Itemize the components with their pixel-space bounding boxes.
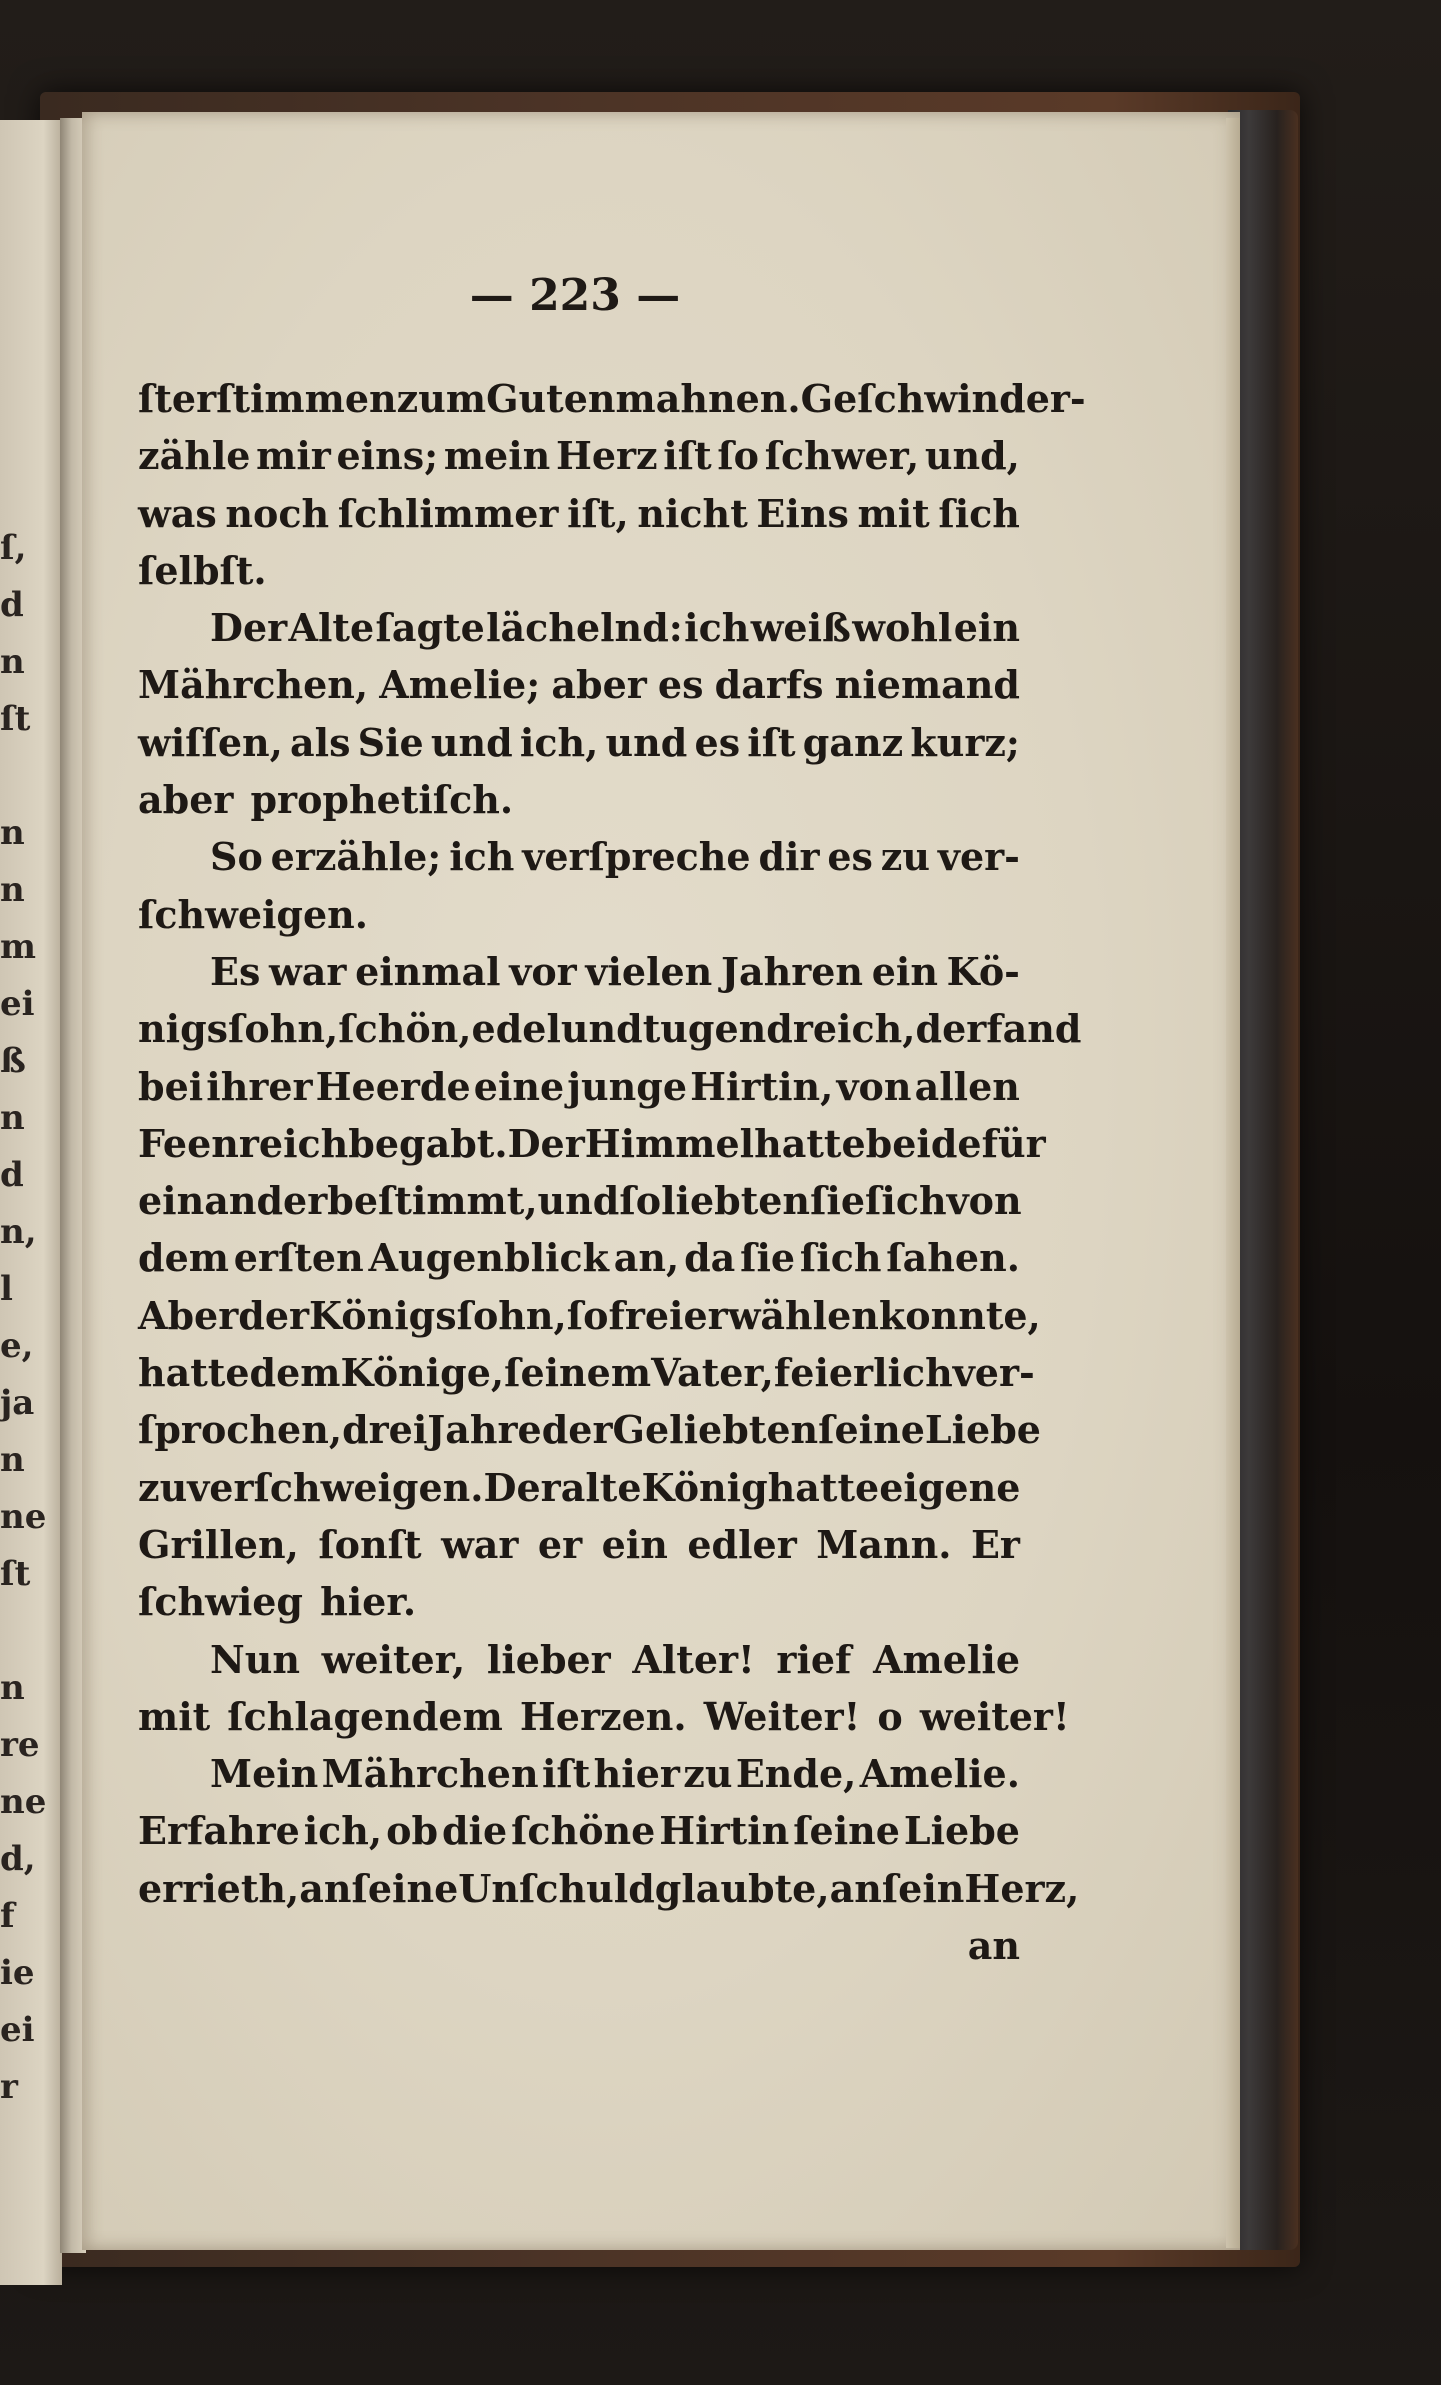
- word: beide: [865, 1120, 982, 1166]
- word: ver-: [952, 1350, 1035, 1396]
- word: iſt: [541, 1751, 591, 1797]
- word: drei: [342, 1407, 428, 1453]
- word: König: [641, 1464, 768, 1510]
- word: vielen: [585, 948, 713, 994]
- word: an: [299, 1865, 352, 1911]
- word: Herz: [555, 433, 658, 479]
- word: ich: [449, 834, 515, 880]
- word: erzähle;: [270, 834, 442, 880]
- word: dir: [758, 834, 820, 880]
- word: frei: [608, 1292, 684, 1338]
- text-line: [138, 1917, 1020, 1974]
- word: allen: [914, 1063, 1020, 1109]
- word: an: [967, 1923, 1020, 1969]
- text-line: [138, 485, 1020, 542]
- word: Jahren: [720, 948, 864, 994]
- word: zu: [880, 834, 930, 880]
- word: Unſchuld: [458, 1865, 655, 1911]
- word: hatte: [754, 1120, 866, 1166]
- word: dem: [249, 1350, 341, 1396]
- text-line: [138, 1631, 1020, 1688]
- text-line: [138, 1287, 1041, 1344]
- word: begabt.: [348, 1120, 508, 1166]
- word: an,: [613, 1235, 680, 1281]
- word: ſchweigen.: [138, 891, 369, 937]
- word: von: [946, 1178, 1022, 1224]
- text-line: [138, 1344, 1035, 1401]
- page-body-text: [138, 370, 1086, 1974]
- word: ſchlimmer: [337, 490, 559, 536]
- word: bei: [138, 1063, 204, 1109]
- word: Der: [483, 1464, 561, 1510]
- word: Weiter!: [703, 1693, 861, 1739]
- word: Mährchen,: [138, 662, 369, 708]
- text-line: [138, 1860, 1080, 1917]
- word: einmal: [355, 948, 501, 994]
- word: mir: [256, 433, 331, 479]
- word: und: [605, 719, 688, 765]
- left-page-text-fragments: ſ, d n ſt n n m ei ß n d n, l e, ja n ne ſt n re ne d, f ie ei r: [0, 528, 47, 2107]
- word: weiß: [750, 605, 851, 651]
- word: ich,: [303, 1808, 383, 1854]
- word: Mein: [210, 1751, 319, 1797]
- word: Feen: [138, 1120, 239, 1166]
- word: mit: [857, 490, 930, 536]
- word: Herzen.: [519, 1693, 687, 1739]
- word: ſelbſt.: [138, 547, 267, 593]
- word: Geſchwind: [800, 376, 1026, 421]
- word: vor: [509, 948, 577, 994]
- word: Vater,: [651, 1350, 774, 1396]
- word: für: [981, 1120, 1046, 1166]
- word: zähle: [138, 433, 251, 479]
- word: als: [290, 719, 351, 765]
- word: der: [238, 1292, 310, 1338]
- word: aber: [551, 662, 647, 708]
- word: glaubte,: [654, 1865, 830, 1911]
- word: und: [560, 1006, 643, 1052]
- word: ganz: [802, 719, 904, 765]
- word: da: [684, 1235, 736, 1281]
- word: rief: [776, 1636, 852, 1682]
- word: iſt: [747, 719, 796, 765]
- word: ob: [386, 1808, 439, 1854]
- word: wählen: [727, 1292, 879, 1338]
- text-line: [138, 1000, 1082, 1057]
- word: lieber: [486, 1636, 611, 1682]
- word: es: [657, 662, 704, 708]
- word: und: [430, 719, 513, 765]
- word: verſpreche: [522, 834, 751, 880]
- word: iſt: [663, 433, 712, 479]
- word: edel: [471, 1006, 561, 1052]
- word: und: [537, 1178, 620, 1224]
- word: Der: [507, 1120, 585, 1166]
- word: mit: [138, 1693, 211, 1739]
- text-line: [138, 1688, 1070, 1745]
- word: ihrer: [206, 1063, 313, 1109]
- word: er: [683, 1292, 728, 1338]
- word: tugendreich,: [642, 1006, 916, 1052]
- word: Erfahre: [138, 1808, 300, 1854]
- word: feierlich: [773, 1350, 953, 1396]
- text-line: [138, 1115, 1046, 1172]
- text-line: [138, 771, 1020, 828]
- word: Der: [210, 605, 288, 651]
- word: ſonſt: [318, 1521, 422, 1567]
- word: zum: [396, 376, 487, 421]
- word: ſagte: [375, 605, 485, 651]
- word: prophetiſch.: [250, 777, 514, 823]
- word: ſo: [717, 433, 760, 479]
- word: Alte: [288, 605, 375, 651]
- word: ſeine: [793, 1808, 900, 1854]
- word: wohl: [852, 605, 953, 651]
- word: Jahre: [427, 1407, 542, 1453]
- word: von: [836, 1063, 912, 1109]
- word: er: [537, 1521, 583, 1567]
- word: noch: [225, 490, 330, 536]
- word: So: [210, 834, 263, 880]
- word: o: [877, 1693, 903, 1739]
- left-page-edge: [0, 120, 62, 2285]
- word: ſchlagendem: [227, 1693, 503, 1739]
- word: es: [694, 719, 741, 765]
- word: Amelie: [873, 1636, 1020, 1682]
- word: ſo: [566, 1292, 609, 1338]
- text-line: [138, 1573, 1020, 1630]
- page-number-header: — 223 —: [469, 270, 681, 321]
- word: konnte,: [878, 1292, 1041, 1338]
- word: hier: [593, 1751, 680, 1797]
- text-line: [138, 1172, 1020, 1229]
- word: weiter!: [919, 1693, 1070, 1739]
- text-line: [138, 1229, 1020, 1286]
- word: Guten: [486, 376, 616, 421]
- word: ſprochen,: [138, 1407, 343, 1453]
- word: erſten: [233, 1235, 364, 1281]
- word: Alter!: [632, 1636, 755, 1682]
- word: ſo: [619, 1178, 662, 1224]
- word: mein: [443, 433, 551, 479]
- word: Amelie.: [859, 1751, 1020, 1797]
- word: hatte: [138, 1350, 250, 1396]
- word: der: [541, 1407, 613, 1453]
- word: darfs: [714, 662, 824, 708]
- word: ſchön,: [338, 1006, 472, 1052]
- word: ſich: [799, 1235, 882, 1281]
- word: errieth,: [138, 1865, 300, 1911]
- word: dem: [138, 1235, 229, 1281]
- word: Amelie;: [379, 662, 541, 708]
- text-line: [138, 370, 1086, 427]
- word: ver-: [937, 834, 1020, 880]
- word: er-: [1025, 376, 1086, 421]
- word: und,: [924, 433, 1020, 479]
- word: nigsſohn,: [138, 1006, 339, 1052]
- word: Himmel: [584, 1120, 755, 1166]
- word: ich,: [519, 719, 599, 765]
- word: ſie: [810, 1178, 866, 1224]
- word: ein: [953, 605, 1020, 651]
- text-line: [138, 656, 1020, 713]
- text-line: [138, 427, 1020, 484]
- word: ſchwieg: [138, 1579, 304, 1625]
- word: Er: [970, 1521, 1020, 1567]
- word: ſeine: [351, 1865, 459, 1911]
- word: edler: [687, 1521, 797, 1567]
- word: ein: [871, 948, 938, 994]
- word: lächelnd:: [486, 605, 683, 651]
- word: war: [441, 1521, 519, 1567]
- word: der: [915, 1006, 987, 1052]
- word: eins;: [336, 433, 439, 479]
- word: ſahen.: [886, 1235, 1020, 1281]
- word: reich: [238, 1120, 349, 1166]
- word: Kö-: [946, 948, 1020, 994]
- word: mahnen.: [615, 376, 801, 421]
- word: Grillen,: [138, 1521, 299, 1567]
- text-line: [138, 886, 1020, 943]
- word: Aber: [138, 1292, 239, 1338]
- word: kurz;: [910, 719, 1020, 765]
- word: an: [829, 1865, 882, 1911]
- word: ſchöne: [511, 1808, 656, 1854]
- word: verſchweigen.: [187, 1464, 484, 1510]
- word: ſeinem: [504, 1350, 652, 1396]
- word: Liebe: [924, 1407, 1041, 1453]
- word: Geliebten: [612, 1407, 819, 1453]
- word: Sie: [357, 719, 424, 765]
- word: Königsſohn,: [309, 1292, 567, 1338]
- word: niemand: [834, 662, 1020, 708]
- word: Es: [210, 948, 261, 994]
- word: ſchwer,: [764, 433, 920, 479]
- word: liebten: [661, 1178, 811, 1224]
- word: eigene: [879, 1464, 1021, 1510]
- text-line: [138, 828, 1020, 885]
- text-line: [138, 943, 1020, 1000]
- word: hier.: [320, 1579, 417, 1625]
- text-line: [138, 542, 1020, 599]
- word: ſein: [881, 1865, 965, 1911]
- word: Liebe: [903, 1808, 1020, 1854]
- word: war: [269, 948, 347, 994]
- word: Könige,: [340, 1350, 505, 1396]
- word: Herz,: [964, 1865, 1080, 1911]
- word: was: [138, 490, 217, 536]
- text-line: [138, 1745, 1020, 1802]
- word: fand: [986, 1006, 1082, 1052]
- text-line: [138, 1802, 1020, 1859]
- word: Mann.: [816, 1521, 952, 1567]
- word: Ende,: [735, 1751, 857, 1797]
- word: Heerde: [315, 1063, 471, 1109]
- word: Eins: [756, 490, 849, 536]
- word: alte: [560, 1464, 642, 1510]
- word: ich: [684, 605, 750, 651]
- word: ſterſtimmen: [138, 376, 397, 421]
- word: ſie: [740, 1235, 796, 1281]
- word: die: [441, 1808, 508, 1854]
- word: Augenblick: [368, 1235, 609, 1281]
- text-line: [138, 1459, 1020, 1516]
- word: Mährchen: [321, 1751, 539, 1797]
- text-line: [138, 1401, 1041, 1458]
- text-line: [138, 1058, 1020, 1115]
- word: Hirtin: [659, 1808, 790, 1854]
- word: junge: [567, 1063, 688, 1109]
- word: Hirtin,: [690, 1063, 834, 1109]
- text-line: [138, 599, 1020, 656]
- word: weiter,: [321, 1636, 466, 1682]
- word: ein: [601, 1521, 668, 1567]
- word: ſich: [938, 490, 1020, 536]
- word: Nun: [210, 1636, 300, 1682]
- text-line: [138, 1516, 1020, 1573]
- word: nicht: [637, 490, 748, 536]
- word: es: [827, 834, 873, 880]
- word: eine: [473, 1063, 565, 1109]
- word: beſtimmt,: [327, 1178, 538, 1224]
- word: ſeine: [818, 1407, 925, 1453]
- word: iſt,: [567, 490, 629, 536]
- word: ſich: [865, 1178, 947, 1224]
- text-line: [138, 714, 1020, 771]
- word: wiſſen,: [138, 719, 283, 765]
- word: aber: [138, 777, 234, 823]
- page-edge: [1226, 118, 1240, 2248]
- word: einander: [138, 1178, 328, 1224]
- word: zu: [683, 1751, 733, 1797]
- word: hatte: [767, 1464, 880, 1510]
- word: zu: [138, 1464, 188, 1510]
